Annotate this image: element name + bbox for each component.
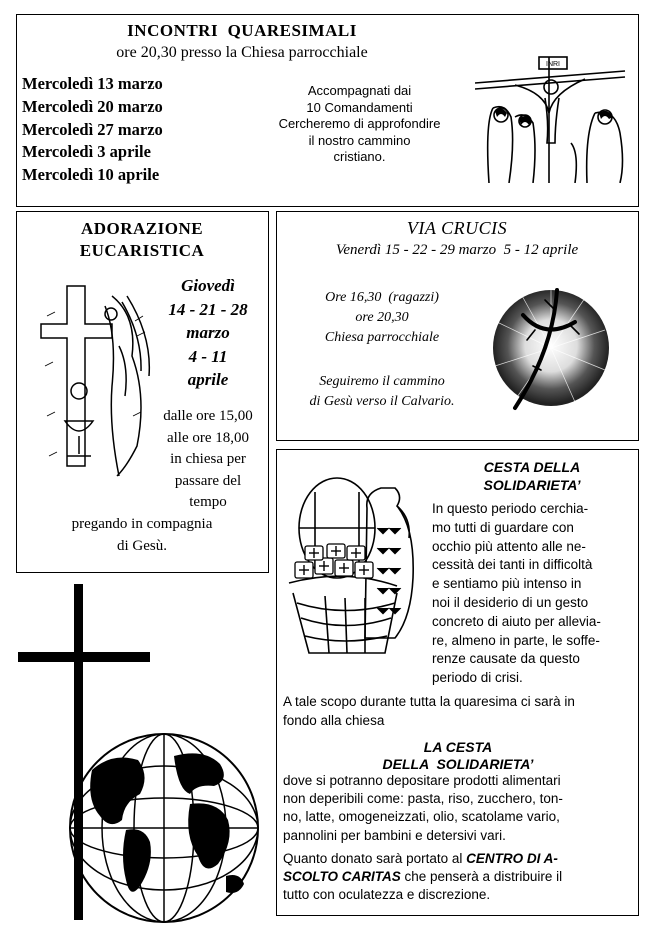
cesta-purpose: A tale scopo durante tutta la quaresima ci sarà in fondo alla chiesa <box>283 694 575 728</box>
incontri-date: Mercoledì 3 aprile <box>22 142 151 162</box>
basket-illustration <box>285 468 430 663</box>
incontri-date: Mercoledì 27 marzo <box>22 119 163 139</box>
adorazione-box <box>16 211 269 573</box>
adorazione-dates: Giovedì 14 - 21 - 28 marzo 4 - 11 aprile <box>168 276 248 389</box>
cross-and-globe-illustration <box>14 580 264 930</box>
via-crucis-times: Ore 16,30 (ragazzi) ore 20,30 Chiesa parrocchiale <box>324 290 440 345</box>
adorazione-times: dalle ore 15,00 alle ore 18,00 in chiesa per passare del tempo <box>163 408 253 510</box>
crucifixion-illustration <box>475 53 635 183</box>
via-crucis-dates: Venerdì 15 - 22 - 29 marzo 5 - 12 aprile <box>335 242 579 258</box>
adorazione-title: ADORAZIONE EUCARISTICA <box>79 219 205 260</box>
via-crucis-box <box>276 211 639 441</box>
adorazione-closing: pregando in compagnia di Gesù. <box>71 516 213 554</box>
incontri-box <box>16 14 639 207</box>
incontri-date: Mercoledì 10 aprile <box>22 165 160 185</box>
incontri-date: Mercoledì 13 marzo <box>22 74 163 93</box>
centro-ascolto-caritas: CENTRO DI A- <box>466 851 558 866</box>
incontri-title: INCONTRI QUARESIMALI <box>127 21 357 40</box>
cesta-intro: In questo periodo cerchia- mo tutti di guardare con occhio più attento alle ne- cessità dei tanti in difficoltà e sentiamo più intenso in noi il desiderio di un gesto concreto di aiuto per allevia- re, almeno in parte, le soffe- renze causate da questo periodo di crisi. <box>432 501 601 686</box>
cesta-closing: Quanto donato sarà portato al CENTRO DI A- SCOLTO CARITAS che penserà a distribuire il tutto con oculatezza e discrezione. <box>283 851 563 903</box>
cesta-subtitle: LA CESTA DELLA SOLIDARIETA’ <box>382 739 534 772</box>
incontri-subtitle: ore 20,30 presso la Chiesa parrocchiale <box>116 44 368 61</box>
inri-label: INRI <box>546 61 560 68</box>
eucharist-illustration <box>37 276 157 481</box>
radiant-cross-illustration <box>475 270 625 430</box>
cesta-details: dove si potranno depositare prodotti alimentari non deperibili come: pasta, riso, zucchero, ton- no, latte, omogeneizzati, olio, scatolame vario, pannolini per bambini e detersivi vari. <box>283 773 563 843</box>
cesta-title: CESTA DELLA SOLIDARIETA’ <box>483 459 581 493</box>
incontri-date: Mercoledì 20 marzo <box>22 96 163 116</box>
incontri-description: Accompagnati dai 10 Comandamenti Cercheremo di approfondire il nostro cammino cristiano. <box>278 83 441 164</box>
incontri-dates <box>22 73 163 187</box>
via-crucis-closing: Seguiremo il cammino di Gesù verso il Calvario. <box>309 374 455 409</box>
cesta-box <box>276 449 639 916</box>
via-crucis-title: VIA CRUCIS <box>406 218 508 238</box>
